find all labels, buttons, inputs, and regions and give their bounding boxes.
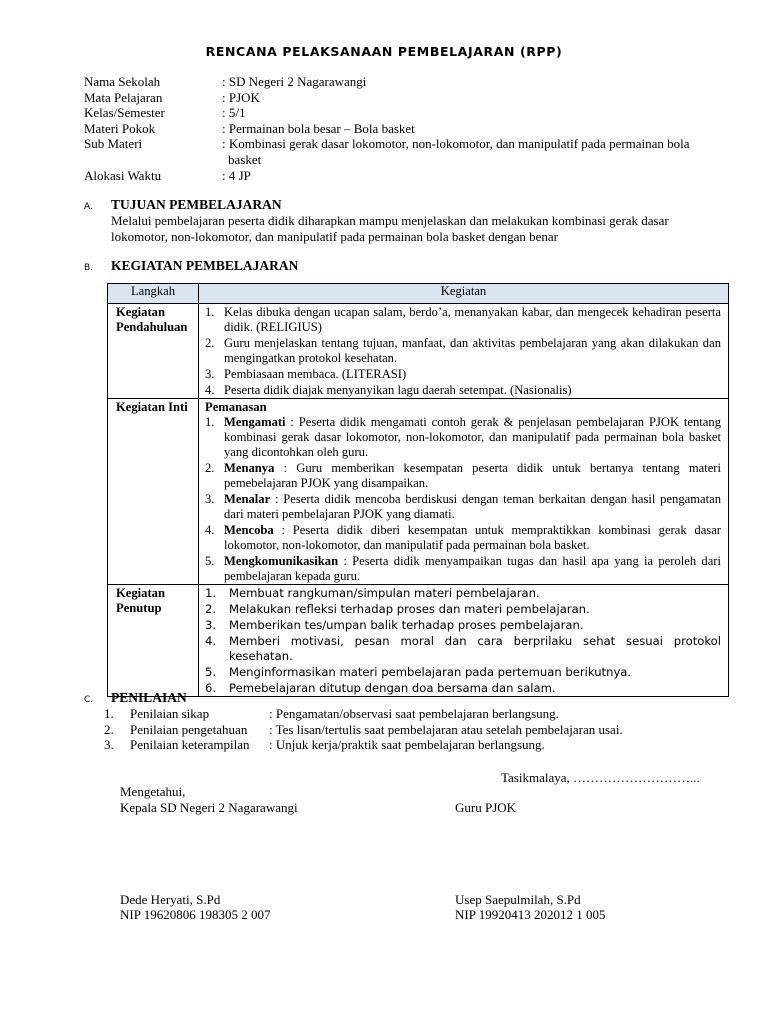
step-activities: [199, 304, 729, 399]
item-number: 3.: [205, 492, 215, 506]
identity-value: : PJOK: [222, 89, 260, 105]
item-number: 4.: [205, 523, 215, 537]
identity-value: : 4 JP: [222, 167, 251, 183]
section-letter: A.: [84, 202, 93, 212]
item-description: : Guru memberikan kesempatan peserta didik untuk bertanya tentang materi pemebelajaran PJOK yang disampaikan.: [224, 461, 721, 490]
assessment-label: Penilaian sikap: [130, 706, 210, 721]
item-keyword: Mengamati: [224, 415, 286, 429]
item-number: 1.: [205, 305, 215, 319]
item-text: [224, 461, 721, 491]
item-text: Kelas dibuka dengan ucapan salam, berdo’a, menanyakan kabar, dan mengecek kehadiran peserta didik. (RELIGIUS): [224, 305, 721, 334]
item-number: 5.: [205, 554, 215, 568]
section-title: KEGIATAN PEMBELAJARAN: [111, 258, 299, 273]
item-text: Memberi motivasi, pesan moral dan cara berprilaku sehat sesuai protokol kesehatan.: [229, 634, 721, 663]
list-item: [205, 554, 721, 584]
item-number: 2.: [205, 336, 215, 350]
item-description: : Peserta didik menyampaikan tugas dan hasil apa yang ia peroleh dari pembelajaran kepada guru.: [224, 554, 721, 583]
section-letter: B.: [84, 263, 94, 273]
list-item: [205, 383, 721, 398]
identity-label: Mata Pelajaran: [84, 89, 163, 105]
identity-value: : 5/1: [222, 105, 246, 121]
list-item: [205, 665, 721, 680]
section-c-heading: [84, 690, 187, 706]
item-number: 1.: [205, 415, 215, 429]
section-title: TUJUAN PEMBELAJARAN: [111, 197, 282, 212]
identity-row: [84, 90, 712, 106]
assessment-value: : Pengamatan/observasi saat pembelajaran berlangsung.: [269, 706, 559, 721]
teacher-name: Usep Saepulmilah, S.Pd: [455, 892, 581, 907]
item-keyword: Menalar: [224, 492, 271, 506]
item-text: Guru menjelaskan tentang tujuan, manfaat, dan aktivitas pembelajaran yang akan dilakukan dan mengingatkan protokol kesehatan.: [224, 336, 721, 365]
list-item: [205, 523, 721, 553]
assessment-value: : Tes lisan/tertulis saat pembelajaran atau setelah pembelajaran usai.: [269, 721, 623, 737]
principal-name: Dede Heryati, S.Pd: [120, 892, 221, 907]
item-text: Melakukan refleksi terhadap proses dan materi pembelajaran.: [229, 602, 590, 616]
assessment-list: [104, 706, 623, 753]
item-text: [224, 415, 721, 460]
table-row-penutup: [108, 585, 729, 697]
item-text: [224, 554, 721, 584]
identity-value: : Permainan bola besar – Bola basket: [222, 120, 415, 136]
item-number: 1.: [205, 586, 217, 600]
document-title: RENCANA PELAKSANAAN PEMBELAJARAN (RPP): [205, 44, 563, 59]
identity-row: [84, 136, 712, 167]
identity-row: [84, 121, 712, 137]
item-text: Menginformasikan materi pembelajaran pada pertemuan berikutnya.: [229, 665, 632, 679]
list-item: [205, 602, 721, 617]
list-item: [205, 492, 721, 522]
item-text: Membuat rangkuman/simpulan materi pembelajaran.: [229, 586, 540, 600]
learning-objective-text: Melalui pembelajaran peserta didik diharapkan mampu menjelaskan dan melakukan kombinasi gerak dasar lokomotor, non-lokomotor, dan manipulatif pada permainan bola basket dengan benar: [111, 213, 669, 244]
place-date: Tasikmalaya, ………………………...: [501, 770, 700, 785]
section-a-heading: [84, 197, 282, 213]
identity-label: Nama Sekolah: [84, 74, 161, 89]
column-header-langkah: Langkah: [108, 284, 199, 304]
list-item: [205, 415, 721, 460]
step-activities: [199, 585, 729, 697]
item-description: : Peserta didik diberi kesempatan untuk mempraktikkan kombinasi gerak dasar lokomotor, non-lokomotor, dan manipulatif pada permainan bola basket.: [224, 523, 721, 552]
item-text: Pemebelajaran ditutup dengan doa bersama dan salam.: [229, 681, 556, 695]
item-number: 3.: [104, 737, 114, 753]
item-number: 3.: [205, 618, 217, 632]
table-row-inti: [108, 399, 729, 585]
table-header-row: [108, 284, 729, 304]
list-item: [104, 722, 623, 738]
list-item: [104, 706, 623, 722]
list-item: [205, 586, 721, 601]
identity-label: Alokasi Waktu: [84, 167, 162, 183]
teacher-nip: NIP 19920413 202012 1 005: [455, 907, 606, 922]
step-label: Kegiatan Inti: [108, 399, 199, 585]
item-number: 2.: [104, 721, 114, 737]
identity-label: Materi Pokok: [84, 120, 156, 136]
table-row-pendahuluan: [108, 304, 729, 399]
list-item: [205, 305, 721, 335]
assessment-value: : Unjuk kerja/praktik saat pembelajaran berlangsung.: [269, 737, 545, 753]
item-number: 5.: [205, 665, 217, 679]
item-number: 4.: [205, 383, 215, 397]
item-number: 2.: [205, 602, 217, 616]
teacher-title: Guru PJOK: [455, 800, 517, 815]
activity-list: [205, 305, 721, 398]
item-keyword: Mencoba: [224, 523, 274, 537]
list-item: [205, 336, 721, 366]
list-item: [205, 367, 721, 382]
sub-heading: Pemanasan: [205, 400, 267, 414]
identity-block: [84, 74, 712, 183]
item-text: [224, 492, 721, 522]
section-letter: C.: [84, 695, 94, 705]
item-text: Peserta didik diajak menyanyikan lagu daerah setempat. (Nasionalis): [224, 383, 572, 397]
list-item: [205, 618, 721, 633]
column-header-kegiatan: Kegiatan: [199, 284, 729, 304]
step-label: Kegiatan Penutup: [108, 585, 199, 697]
item-description: : Peserta didik mencoba berdiskusi dengan teman berkaitan dengan hasil pengamatan dari materi pembelajaran PJOK yang diamati.: [224, 492, 721, 521]
identity-row: [84, 168, 712, 184]
identity-value: : Kombinasi gerak dasar lokomotor, non-lokomotor, dan manipulatif pada permainan bola basket: [222, 136, 690, 167]
item-text: Pembiasaan membaca. (LITERASI): [224, 367, 407, 381]
item-number: 4.: [205, 634, 217, 648]
section-b-heading: [84, 258, 298, 274]
list-item: [205, 634, 721, 664]
activities-table: [107, 283, 729, 697]
item-number: 2.: [205, 461, 215, 475]
step-activities: [199, 399, 729, 585]
assessment-label: Penilaian keterampilan: [130, 737, 250, 753]
item-description: : Peserta didik mengamati contoh gerak & penjelasan pembelajaran PJOK tentang kombinasi gerak dasar lokomotor, non-lokomotor, dan manipulatif pada permainan bola basket yang dicontohkan oleh guru.: [224, 415, 721, 459]
acknowledge-text: Mengetahui,: [120, 784, 186, 799]
identity-label: Kelas/Semester: [84, 105, 165, 121]
item-keyword: Menanya: [224, 461, 275, 475]
list-item: [205, 461, 721, 491]
principal-nip: NIP 19620806 198305 2 007: [120, 907, 271, 922]
item-number: 3.: [205, 367, 215, 381]
identity-label: Sub Materi: [84, 136, 143, 152]
item-text: Memberikan tes/umpan balik terhadap proses pembelajaran.: [229, 618, 584, 632]
section-title: PENILAIAN: [111, 690, 187, 705]
identity-row: [84, 74, 712, 90]
item-number: 6.: [205, 681, 217, 695]
activity-list: [205, 586, 721, 696]
item-keyword: Mengkomunikasikan: [224, 554, 339, 568]
list-item: [205, 681, 721, 696]
assessment-label: Penilaian pengetahuan: [130, 721, 248, 737]
principal-title: Kepala SD Negeri 2 Nagarawangi: [120, 800, 298, 815]
item-number: 1.: [104, 706, 114, 721]
identity-row: [84, 105, 712, 121]
item-text: [224, 523, 721, 553]
list-item: [104, 737, 623, 753]
step-label: Kegiatan Pendahuluan: [108, 304, 199, 399]
identity-value: : SD Negeri 2 Nagarawangi: [222, 74, 367, 89]
activity-list: [205, 415, 721, 584]
